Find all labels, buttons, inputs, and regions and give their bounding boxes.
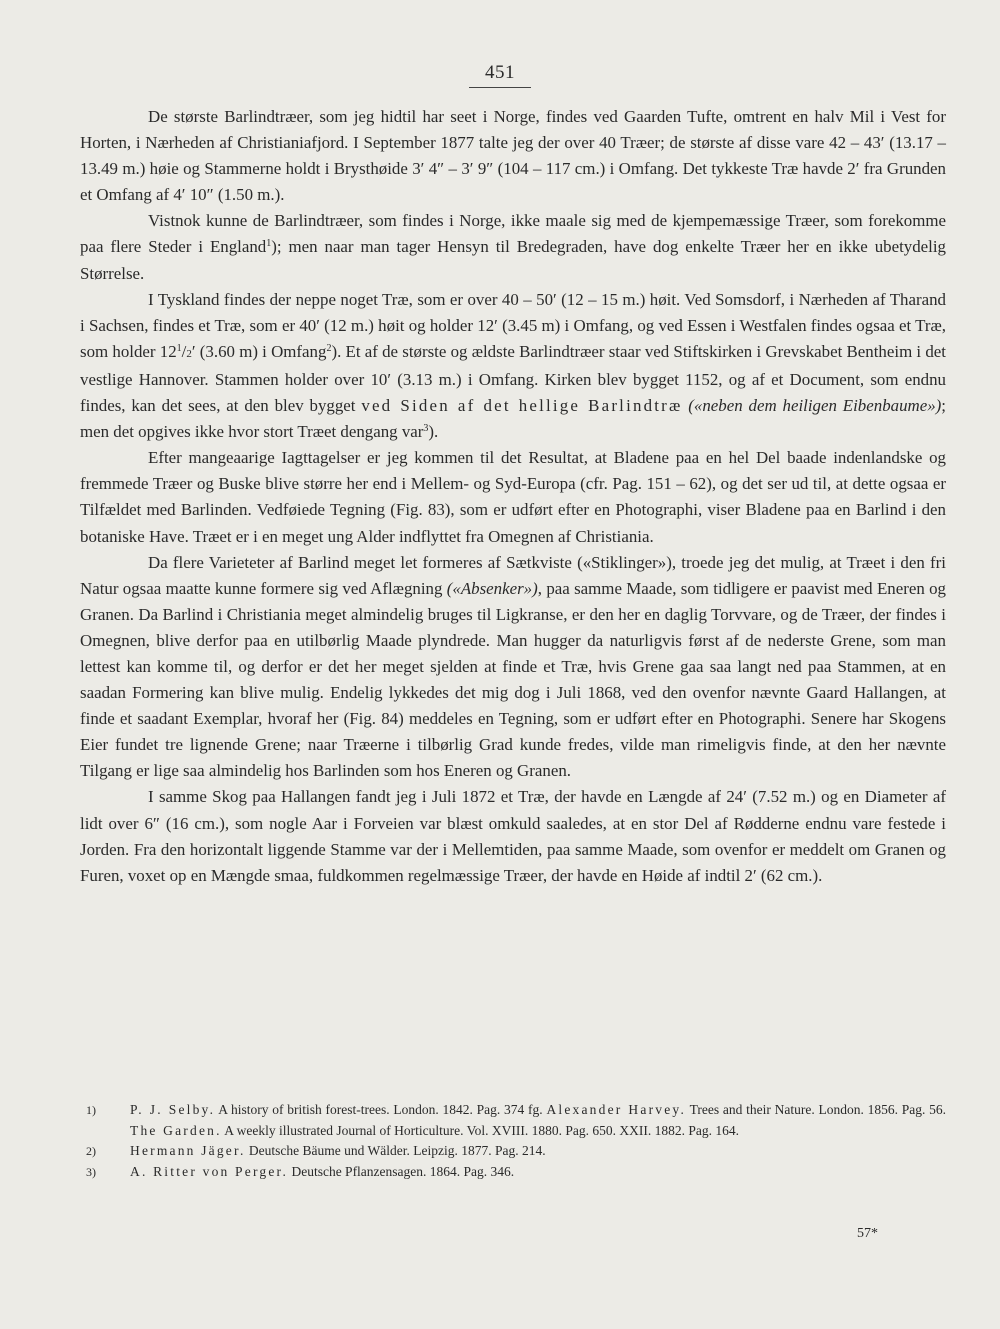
footnote-ref-2[interactable]: 2 <box>326 342 332 354</box>
spaced-emphasis: ved Siden af det hellige Barlindtræ <box>361 396 683 416</box>
footnote-3: 3) A. Ritter von Perger. Deutsche Pflanzensagen. 1864. Pag. 346. <box>80 1162 946 1183</box>
footnote-ref-3[interactable]: 3 <box>423 423 429 435</box>
paragraph-3: I Tyskland findes der neppe noget Træ, som er over 40 – 50′ (12 – 15 m.) høit. Ved Somsdorf, i Nærheden af Tharand i Sachsen, findes et Træ, som er 40′ (12 m.) høit og holder 12′ (3.45 m) i Omfang, og ved Essen i Westfalen findes ogsaa et Træ, som holder $12^1/2'$ (3.60 m) i Omfang$^2$). Et af de største og ældste Barlindtræer staar ved Stiftskirken i Grevskabet Bentheim i det vestlige Hannover. Stammen holder over 10′ (3.13 m.) i Omfang. Kirken blev bygget 1152, og af et Document, som endnu findes, kan det sees, at den blev bygget ved Siden af det hellige Barlindtræ («neben dem heiligen Eibenbaume»); men det opgives ikke hvor stort Træet dengang var$^3$). <box>80 289 946 442</box>
fraction-denominator: 2 <box>186 347 192 360</box>
footnote-author: The Garden. <box>130 1122 222 1138</box>
footnote-2: 2) Hermann Jäger. Deutsche Bäume und Wälder. Leipzig. 1877. Pag. 214. <box>80 1141 946 1162</box>
footnote-ref-1[interactable]: 1 <box>266 238 272 250</box>
footnote-mark: 2) <box>86 1144 96 1158</box>
footnotes <box>80 1100 946 1182</box>
footnote-author: A. Ritter von Perger. <box>130 1163 289 1179</box>
printer-signature: 57* <box>857 1226 878 1241</box>
italic-quote: («neben dem heiligen Eibenbaume») <box>682 396 942 416</box>
footnote-author: P. J. Selby. <box>130 1102 216 1117</box>
page-number: 451 <box>0 62 1000 88</box>
fraction-numerator: 1 <box>176 342 182 354</box>
paragraph-1: De største Barlindtræer, som jeg hidtil har seet i Norge, findes ved Gaarden Tufte, omtrent en halv Mil i Vest for Horten, i Nærheden af Christianiafjord. I September 1877 talte jeg der over 40 Træer; de største af disse vare 42 – 43′ (13.17 – 13.49 m.) høie og Stammerne holdt i Brysthøide 3′ 4″ – 3′ 9″ (104 – 117 cm.) i Omfang. Det tykkeste Træ havde 2′ fra Grunden et Omfang af 4′ 10″ (1.50 m.). <box>80 107 946 205</box>
footnote-mark: 1) <box>86 1103 96 1117</box>
main-text <box>80 104 946 889</box>
paragraph-2: Vistnok kunne de Barlindtræer, som findes i Norge, ikke maale sig med de kjempemæssige Træer, som forekomme paa flere Steder i England$^1$); men naar man tager Hensyn til Bredegraden, have dog enkelte Træer her en ikke ubetydelig Størrelse. <box>80 211 946 283</box>
paragraph-6: I samme Skog paa Hallangen fandt jeg i Juli 1872 et Træ, der havde en Længde af 24′ (7.52 m.) og en Diameter af lidt over 6″ (16 cm.), som nogle Aar i Forveien var blæst omkuld saaledes, at en stor Del af Rødderne endnu vare festede i Jorden. Fra den horizontalt liggende Stamme var der i Mellemtiden, paa samme Maade, som ovenfor er meddelt om Granen og Furen, voxet op en Mængde smaa, fuldkommen regelmæssige Træer, der havde en Høide af indtil 2′ (62 cm.). <box>80 787 946 885</box>
footnote-mark: 3) <box>86 1164 96 1179</box>
footnote-author: Hermann Jäger. <box>130 1143 246 1158</box>
footnote-author: Alexander Harvey. <box>546 1102 687 1117</box>
footnote-1: 1) P. J. Selby. A history of british forest-trees. London. 1842. Pag. 374 fg. Alexander Harvey. Trees and their Nature. London. 1856. Pag. 56. The Garden. A weekly illustrated Journal of Horticulture. Vol. XVIII. 1880. Pag. 650. XXII. 1882. Pag. 164. <box>86 1102 947 1138</box>
paragraph-5: Da flere Varieteter af Barlind meget let formeres af Sætkviste («Stiklinger»), troede jeg det mulig, at Træet i den fri Natur ogsaa maatte kunne formere sig ved Aflægning («Absenker»), paa samme Maade, som tidligere er paavist med Eneren og Granen. Da Barlind i Christiania meget almindelig bruges til Ligkranse, er den her en daglig Torvvare, og de Træer, der findes i Omegnen, blive derfor paa en utilbørlig Maade plyndrede. Man hugger da naturligvis først af de nederste Grene, som man lettest kan komme til, og derfor er det her meget sjelden at finde et Træ, hvis Grene gaa saa langt ned paa Stammen, at en saadan Formering kan blive mulig. Endelig lykkedes det mig dog i Juli 1868, ved den ovenfor nævnte Gaard Hallangen, at finde et saadant Exemplar, hvoraf her (Fig. 84) meddeles en Tegning, som er udført efter en Photographi. Senere har Skogens Eier fundet tre lignende Grene; naar Træerne i tilbørlig Grad kunde fredes, vilde man rimeligvis finde, at den her nævnte Tilgang er lige saa almindelig hos Barlinden som hos Eneren og Granen. <box>80 552 946 781</box>
paragraph-4: Efter mangeaarige Iagttagelser er jeg kommen til det Resultat, at Bladene paa en hel Del baade indenlandske og fremmede Træer og Buske blive større her end i Mellem- og Syd-Europa (cfr. Pag. 151 – 62), og det ser ud til, at dette ogsaa er Tilfældet med Barlinden. Vedføiede Tegning (Fig. 83), som er udført efter en Photographi, viser Bladene paa en Barlind i den botaniske Have. Træet er i en meget ung Alder indflyttet fra Omegnen af Christiania. <box>80 448 946 546</box>
italic-term: («Absenker») <box>446 578 538 598</box>
